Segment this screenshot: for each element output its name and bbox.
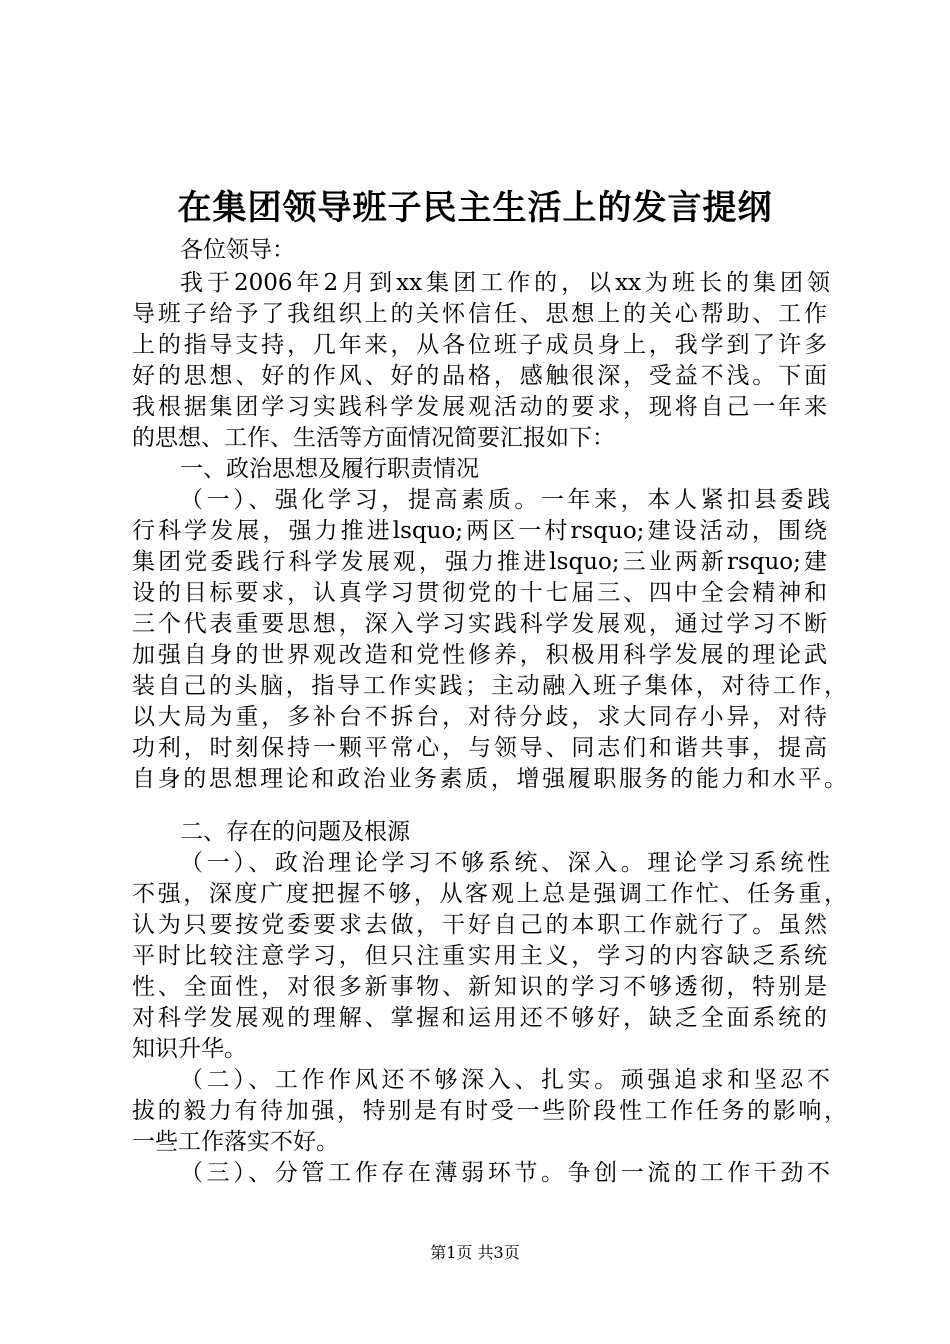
body-line: （三）、分管工作存在薄弱环节。争创一流的工作干劲不: [180, 1160, 830, 1186]
body-line: 上的指导支持，几年来，从各位班子成员身上，我学到了许多: [132, 332, 827, 358]
body-line: 行科学发展，强力推进lsquo;两区一村rsquo;建设活动，围绕: [132, 518, 827, 544]
body-line: 认为只要按党委要求去做，干好自己的本职工作就行了。虽然: [132, 912, 827, 938]
document-title: 在集团领导班子民主生活上的发言提纲: [177, 188, 773, 228]
section-heading: 一、政治思想及履行职责情况: [180, 456, 479, 482]
body-line: 自身的思想理论和政治业务素质，增强履职服务的能力和水平。: [132, 766, 847, 792]
body-line: 以大局为重，多补台不拆台，对待分歧，求大同存小异，对待: [132, 704, 827, 730]
body-line: 导班子给予了我组织上的关怀信任、思想上的关心帮助、工作: [132, 301, 827, 327]
body-line: 性、全面性，对很多新事物、新知识的学习不够透彻，特别是: [132, 974, 827, 1000]
body-line: （一）、政治理论学习不够系统、深入。理论学习系统性: [180, 850, 830, 876]
body-line: 我于2006年2月到xx集团工作的，以xx为班长的集团领: [180, 270, 830, 296]
body-line: 一些工作落实不好。: [132, 1129, 339, 1155]
body-line: （二）、工作作风还不够深入、扎实。顽强追求和坚忍不: [180, 1067, 830, 1093]
body-line: （一）、强化学习，提高素质。一年来，本人紧扣县委践: [180, 487, 830, 513]
salutation-line: 各位领导：: [180, 237, 295, 263]
body-line: 知识升华。: [132, 1036, 247, 1062]
page-number: 第1页 共3页: [430, 1243, 520, 1262]
body-line: 拔的毅力有待加强，特别是有时受一些阶段性工作任务的影响，: [132, 1098, 847, 1124]
body-line: 集团党委践行科学发展观，强力推进lsquo;三业两新rsquo;建: [132, 549, 827, 575]
body-line: 平时比较注意学习，但只注重实用主义，学习的内容缺乏系统: [132, 943, 827, 969]
body-line: 设的目标要求，认真学习贯彻党的十七届三、四中全会精神和: [132, 580, 827, 606]
body-line: 装自己的头脑，指导工作实践；主动融入班子集体，对待工作，: [132, 673, 847, 699]
body-line: 好的思想、好的作风、好的品格，感触很深，受益不浅。下面: [132, 363, 827, 389]
body-line: 三个代表重要思想，深入学习实践科学发展观，通过学习不断: [132, 611, 827, 637]
body-line: 加强自身的世界观改造和党性修养，积极用科学发展的理论武: [132, 642, 827, 668]
body-line: 的思想、工作、生活等方面情况简要汇报如下：: [132, 425, 615, 451]
section-heading: 二、存在的问题及根源: [180, 819, 410, 845]
body-line: 不强，深度广度把握不够，从客观上总是强调工作忙、任务重，: [132, 881, 847, 907]
body-line: 我根据集团学习实践科学发展观活动的要求，现将自己一年来: [132, 394, 827, 420]
body-line: 功利，时刻保持一颗平常心，与领导、同志们和谐共事，提高: [132, 735, 827, 761]
body-line: 对科学发展观的理解、掌握和运用还不够好，缺乏全面系统的: [132, 1005, 827, 1031]
